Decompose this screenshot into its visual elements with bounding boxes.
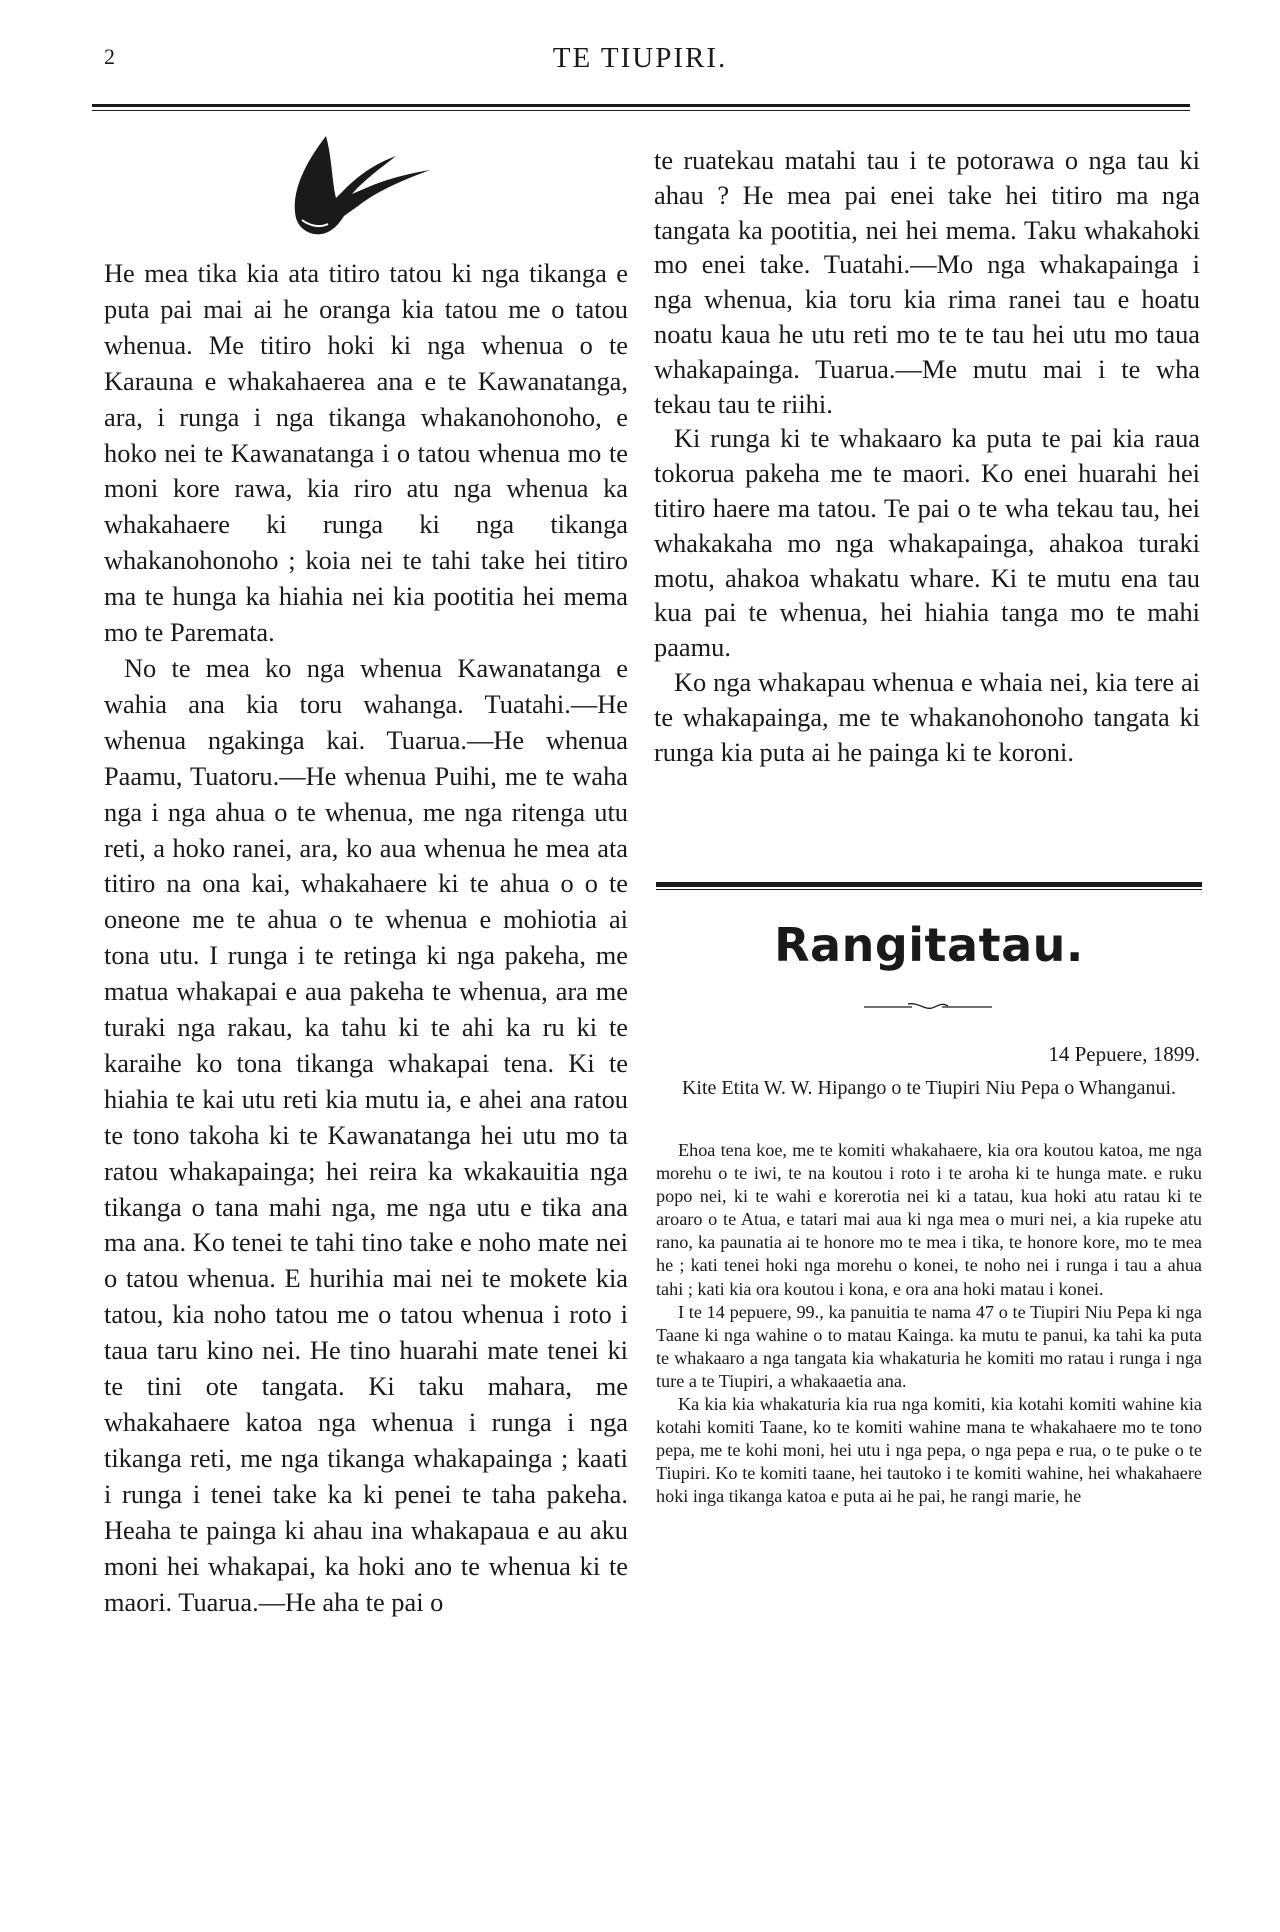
swallow-bird-icon <box>266 132 442 244</box>
letter-address: Kite Etita W. W. Hipango o te Tiupiri Niu Pepa o Whanganui. <box>681 1077 1177 1099</box>
letter-paragraph: Ka kia kia whakaturia kia rua nga komiti, kia kotahi komiti wahine kia kotahi komiti Taane, ko te komiti wahine mana te whakahaere mo te tono pepa, me te kohi moni, hei utu i nga pepa, o nga pepa e rua, o te puke o te Tiupiri. Ko te komiti taane, hei tautoko i te komiti wahine, hei whakahaere hoki inga tikanga katoa e puta ai he pai, he rangi marie, he <box>656 1394 1202 1507</box>
section-rule <box>656 882 1202 890</box>
right-paragraph: te ruatekau matahi tau i te potorawa o nga tau ki ahau ? He mea pai enei take hei titiro ma nga tangata ka pootitia, nei hei mema. Taku whakahoki mo enei take. Tuatahi.—Mo nga whakapainga i nga whenua, kia toru kia rima ranei tau e hoatu noatu kaua he utu reti mo te te tau hei utu mo taua whakapainga. Tuarua.—Me mutu mai i te wha tekau tau te riihi. <box>654 145 1200 419</box>
header-rule <box>92 104 1190 111</box>
right-column-top <box>654 143 1200 769</box>
letter-date: 14 Pepuere, 1899. <box>1048 1042 1200 1066</box>
letter-paragraph: I te 14 pepuere, 99., ka panuitia te nama 47 o te Tiupiri Niu Pepa ki nga Taane ki nga wahine o to matau Kainga. ka mutu te panui, ka tahi ka puta te whakaaro a nga tangata kia whakaturia he komiti mo ratau i runga i nga ture a te Tiupiri, a whakaaetia ana. <box>656 1301 1202 1391</box>
letter-paragraph: Ehoa tena koe, me te komiti whakahaere, kia ora koutou katoa, me nga morehu o te iwi, te na koutou i roto i te aroha ki te hunga mate. e ruku popo nei, ki te wahi e korerotia nei ki a tatau, kua hoki atu ratau ki te aroaro o te Atua, e tatari mai aua ki nga mea o muri nei, a kia rupeke atu rano, ka paunatia ai te honore mo te mea i tika, te honore kore, mo te mea he ; kati tenei hoki nga morehu o konei, te noho nei i runga i tau a ahua tahi ; kati kia ora koutou i kona, e ora ana hoki matau i konei. <box>656 1140 1202 1299</box>
page-title: TE TIUPIRI. <box>552 42 728 74</box>
right-paragraph: Ko nga whakapau whenua e whaia nei, kia tere ai te whakapainga, me te whakanohonoho tangata ki runga kia puta ai he painga ki te koroni. <box>654 666 1200 767</box>
left-paragraph: No te mea ko nga whenua Kawanatanga e wahia ana kia toru wahanga. Tuatahi.—He whenua ngakinga kai. Tuarua.—He whenua Paamu, Tuatoru.—He whenua Puihi, me te waha nga i nga ahua o te whenua, me nga ritenga utu reti, a hoko ranei, ara, ko aua whenua he mea ata titiro na ona kai, whakahaere ki te ahua o o te oneone me te ahua o te whenua e mohiotia ai tona utu. I runga i te retinga ki nga pakeha, me matua whakapai e aua pakeha te whenua, ara me turaki nga rakau, ka tahu ki te ahi ka ru ki te karaihe ko tona tikanga whakapai tena. Ki te hiahia te kai utu reti kia mutu ia, e ahei ana ratou te tono takoha ki te Kawanatanga hei utu mo ta ratou whakapainga; hei reira ka wkakauitia nga tikanga o tana mahi nga, me nga utu e tika ana ma ana. Ko tenei te tahi tino take e noho mate nei o tatou whenua. E hurihia mai nei te mokete kia tatou, kia noho tatou me o tatou whenua i roto i taua taru kino nei. He tino huarahi mate tenei ki te tini ote tangata. Ki taku mahara, me whakahaere katoa nga whenua i runga i nga tikanga reti, me nga tikanga whakapainga ; kaati i runga i tenei take ka ki penei te taha pakeha. Heaha te painga ki ahau ina whakapaua e au aku moni hei whakapai, ka hoki ano te whenua ki te maori. Tuarua.—He aha te pai o <box>104 652 628 1617</box>
section-title: Rangitatau. <box>774 918 1084 972</box>
left-column <box>104 256 628 1620</box>
page-number: 2 <box>104 44 115 69</box>
left-paragraph: He mea tika kia ata titiro tatou ki nga tikanga e puta pai mai ai he oranga kia tatou me o tatou whenua. Me titiro hoki ki nga whenua o te Karauna e whakahaerea ana e te Kawanatanga, ara, i runga i nga tikanga whakanohonoho, e hoko nei te Kawanatanga i o tatou whenua mo te moni kore rawa, kia riro atu nga whenua ka whakahaere ki runga ki nga tikanga whakanohonoho ; koia nei te tahi take hei titiro ma te hunga ka hiahia nei kia pootitia hei mema mo te Paremata. <box>104 258 628 648</box>
flourish-ornament-icon <box>862 998 994 1014</box>
right-paragraph: Ki runga ki te whakaaro ka puta te pai kia raua tokorua pakeha me te maori. Ko enei huarahi hei titiro haere ma tatou. Te pai o te wha tekau tau, hei whakakaha mo nga whakapainga, ahakoa turaki motu, ahakoa whakatu whare. Ki te mutu ena tau kua pai te whenua, hei hiahia tanga mo te mahi paamu. <box>654 423 1200 663</box>
letter-body <box>656 1139 1202 1509</box>
